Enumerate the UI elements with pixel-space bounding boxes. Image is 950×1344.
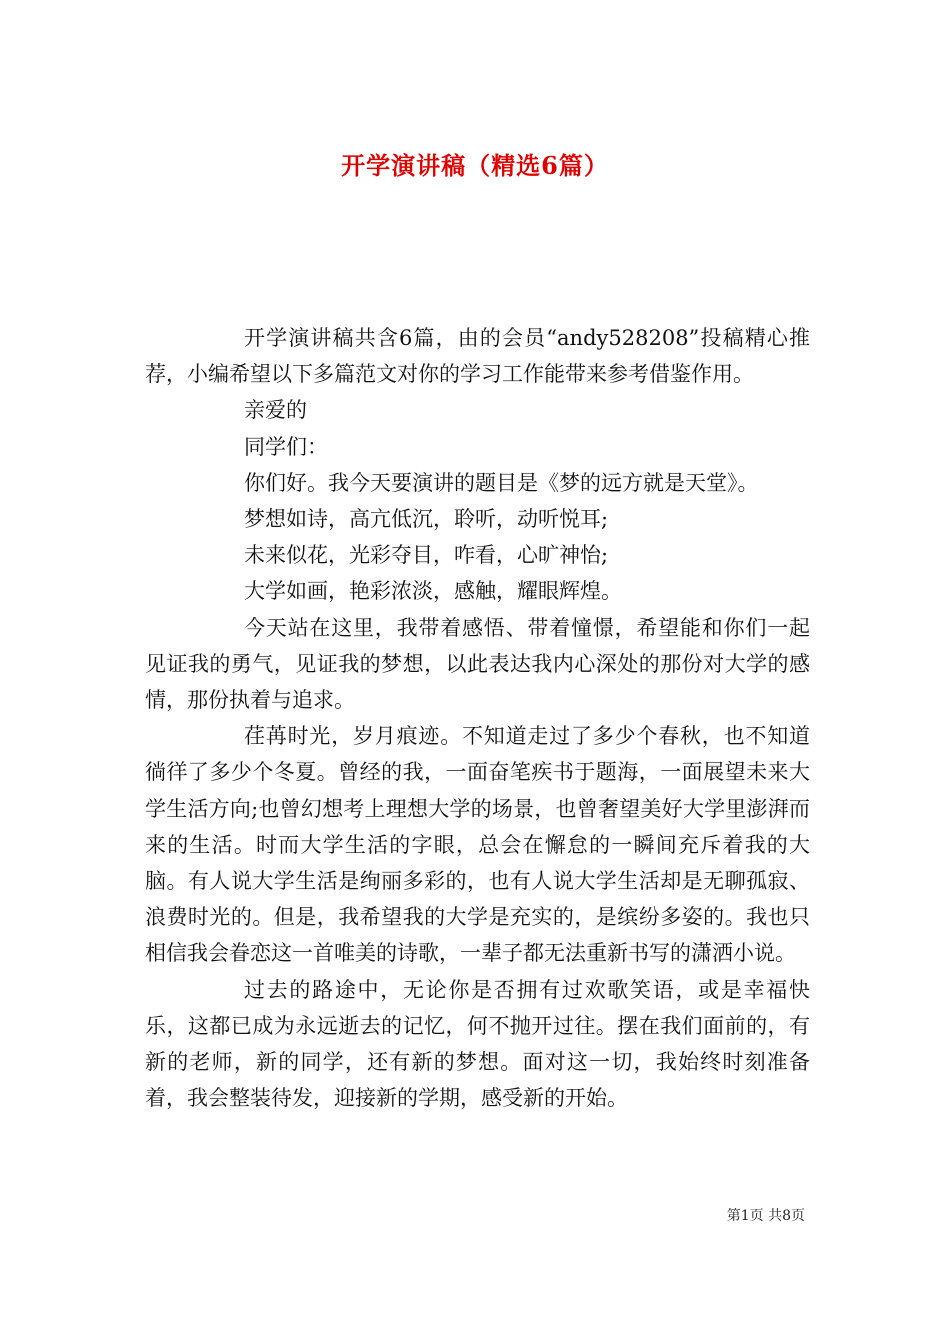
verse-line: 梦想如诗，高亢低沉，聆听，动听悦耳; [244, 507, 609, 532]
body-paragraph: 今天站在这里，我带着感悟、带着憧憬，希望能和你们一起见证我的勇气，见证我的梦想，以此表达我内心深处的那份对大学的感情，那份执着与追求。 [145, 615, 810, 713]
intro-paragraph: 开学演讲稿共含6篇，由的会员“andy528208”投稿精心推荐，小编希望以下多篇范文对你的学习工作能带来参考借鉴作用。 [145, 326, 810, 387]
verse-line: 大学如画，艳彩浓淡，感触，耀眼辉煌。 [244, 579, 622, 604]
body-paragraph: 荏苒时光，岁月痕迹。不知道走过了多少个春秋，也不知道徜徉了多少个冬夏。曾经的我，一面奋笔疾书于题海，一面展望未来大学生活方向;也曾幻想考上理想大学的场景，也曾奢望美好大学里澎湃而来的生活。时而大学生活的字眼，总会在懈怠的一瞬间充斥着我的大脑。有人说大学生活是绚丽多彩的，也有人说大学生活却是无聊孤寂、浪费时光的。但是，我希望我的大学是充实的，是缤纷多姿的。我也只相信我会眷恋这一首唯美的诗歌，一辈子都无法重新书写的潇洒小说。 [145, 724, 810, 966]
document-body [145, 320, 810, 1116]
verse-line: 未来似花，光彩夺目，咋看，心旷神怡; [244, 543, 609, 568]
greeting-line: 亲爱的 [244, 398, 307, 423]
body-paragraph: 过去的路途中，无论你是否拥有过欢歌笑语，或是幸福快乐，这都已成为永远逝去的记忆，何不抛开过往。摆在我们面前的，有新的老师，新的同学，还有新的梦想。面对这一切，我始终时刻准备着，我会整装待发，迎接新的学期，感受新的开始。 [145, 977, 810, 1111]
document-title: 开学演讲稿（精选6篇） [341, 151, 609, 181]
page-number: 第1页 共8页 [726, 1208, 805, 1224]
greeting-line: 同学们： [244, 434, 328, 459]
opening-line: 你们好。我今天要演讲的题目是《梦的远方就是天堂》。 [244, 470, 759, 495]
